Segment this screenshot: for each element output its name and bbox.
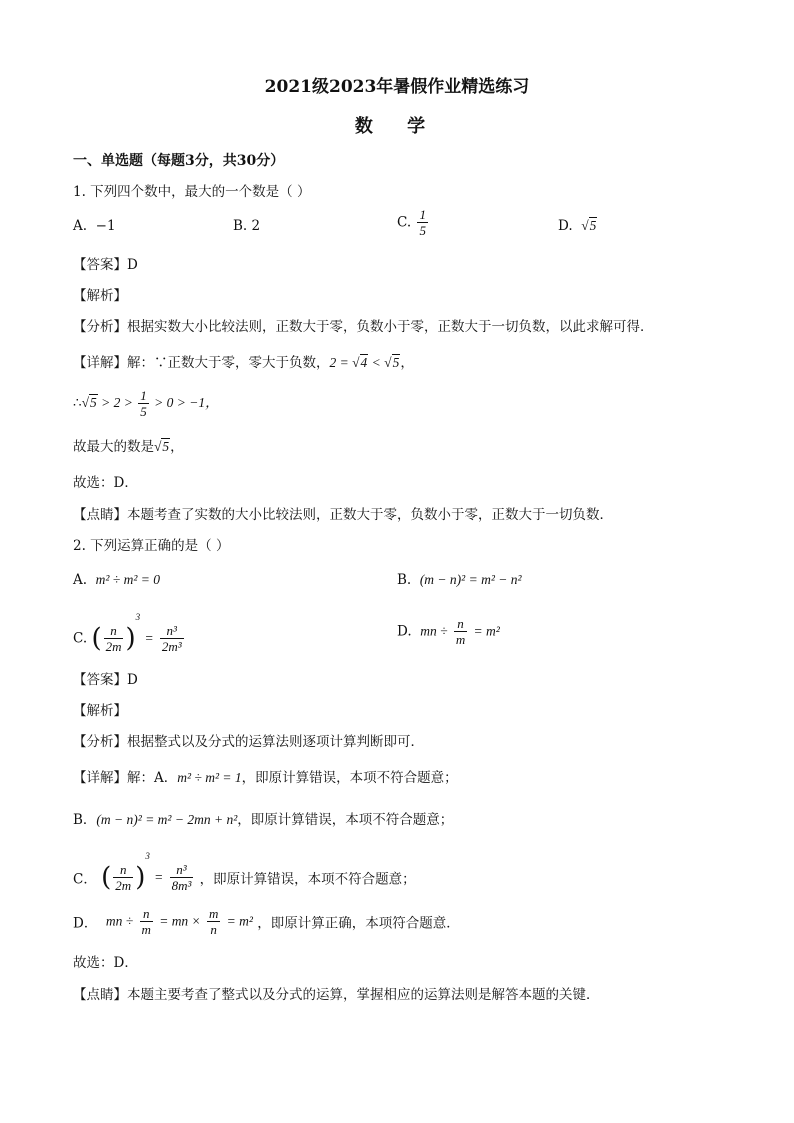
q2-detail-b: B．(m − n)² = m² − 2mn + n²，即原计算错误，本项不符合题意； — [73, 812, 454, 828]
subject-title: 数 学 — [354, 116, 440, 137]
q2-fenxi: 【分析】根据整式以及分式的运算法则逐项计算判断即可． — [73, 734, 424, 750]
section-heading: 一、单选题（每题3分，共30分） — [73, 153, 285, 169]
q1-analysis-tag: 【解析】 — [73, 288, 127, 304]
q1-option-c: C. $\frac{1}{5}$ — [397, 207, 426, 238]
q2-stem: 2. 下列运算正确的是（ ） — [73, 538, 230, 554]
q2-option-a: A. m² ÷ m² = 0 — [73, 572, 161, 588]
sqrt-symbol: √5 — [581, 218, 597, 233]
q2-detail-c: C． ( $\frac{n}{2m}$ )$^3$ = $\frac{\text{n³}}{\text{8m³}}$ ，即原计算错误，本项不符合题意； — [73, 851, 416, 893]
q1-dianjing: 【点睛】本题考查了实数的大小比较法则，正数大于零，负数小于零，正数大于一切负数． — [73, 507, 613, 523]
document-title: 2021级2023年暑假作业精选练习 — [264, 77, 530, 97]
q1-choose: 故选：D． — [73, 475, 138, 491]
q1-option-b: B. 2 — [233, 218, 261, 234]
q1-answer: 【答案】D — [73, 257, 138, 273]
q2-detail-d: D． mn ÷ $\frac{n}{m}$ = mn × $\frac{m}{n}$ = m² ，即原计算正确，本项符合题意． — [73, 906, 460, 937]
q1-max: 故最大的数是√5， — [73, 439, 184, 455]
q1-option-a: A. −1 — [73, 218, 116, 234]
q2-detail-a: 【详解】解：A．m² ÷ m² = 1，即原计算错误，本项不符合题意； — [73, 770, 458, 786]
q2-choose: 故选：D． — [73, 955, 138, 971]
q2-analysis-tag: 【解析】 — [73, 703, 127, 719]
q2-answer: 【答案】D — [73, 672, 138, 688]
q1-therefore: ∴√5 > 2 > $\frac{1}{5}$ > 0 > −1， — [73, 388, 219, 419]
q1-option-d: D. √5 — [558, 218, 597, 234]
q1-stem: 1. 下列四个数中，最大的一个数是（ ） — [73, 184, 311, 200]
q1-detail: 【详解】解：∵正数大于零，零大于负数，2 = √4 < √5， — [73, 355, 414, 371]
q2-option-c: C. ( $\frac{n}{2m}$ )$^3$ = $\frac{\text{n³}}{\text{2m³}}$ — [73, 612, 182, 654]
q2-option-d: D. mn ÷ $\frac{n}{m}$ = m² — [397, 616, 500, 647]
q1-fenxi: 【分析】根据实数大小比较法则，正数大于零，负数小于零，正数大于一切负数，以此求解可得． — [73, 319, 654, 335]
q2-option-b: B. (m − n)² = m² − n² — [397, 572, 522, 588]
fraction: $\frac{1}{5}$ — [419, 207, 426, 238]
q2-dianjing: 【点睛】本题主要考查了整式以及分式的运算，掌握相应的运算法则是解答本题的关键． — [73, 987, 600, 1003]
